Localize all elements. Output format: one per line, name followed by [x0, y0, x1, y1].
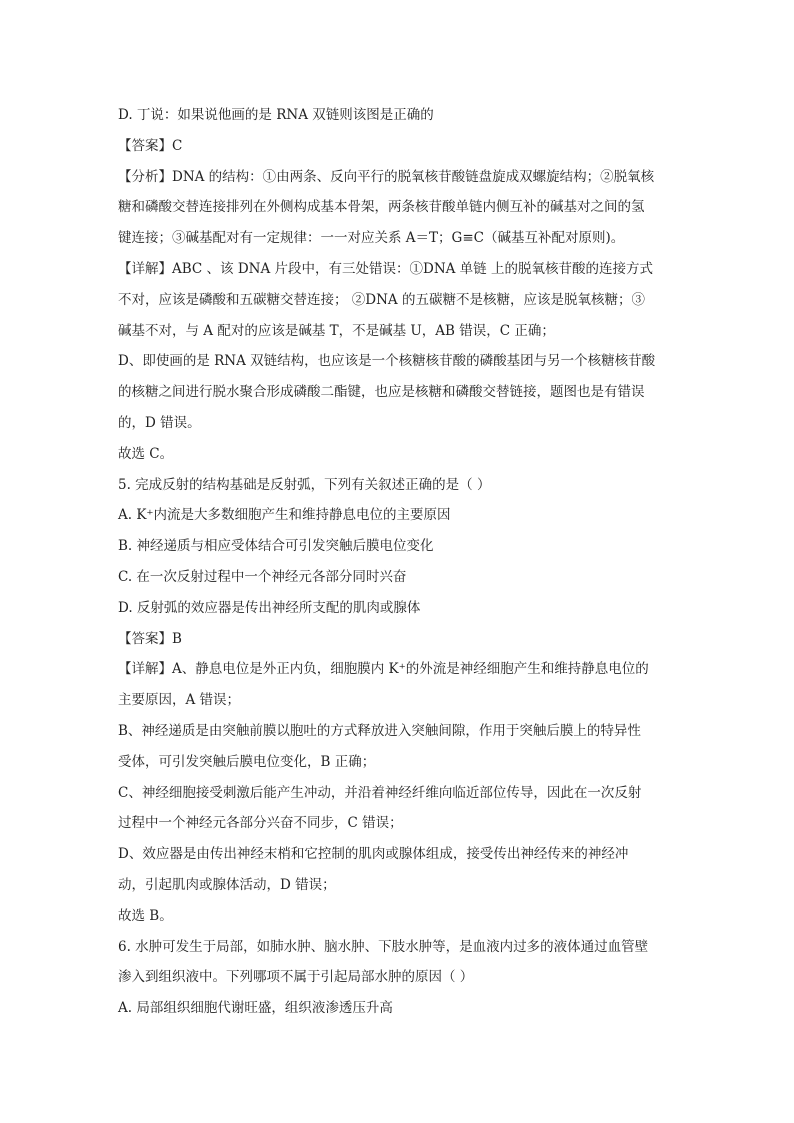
explanation-line: 主要原因，A 错误；: [118, 692, 241, 709]
explanation-line: 【详解】ABC 、该 DNA 片段中，有三处错误：①DNA 单链 上的脱氧核苷酸的连接方式: [118, 260, 653, 277]
explanation-line: D、效应器是由传出神经末梢和它控制的肌肉或腺体组成，接受传出神经传来的神经冲: [118, 846, 629, 863]
question-stem: 6. 水肿可发生于局部，如肺水肿、脑水肿、下肢水肿等，是血液内过多的液体通过血管壁: [118, 938, 649, 955]
answer-line: 【答案】B: [118, 630, 182, 647]
explanation-line: D、即使画的是 RNA 双链结构，也应该是一个核糖核苷酸的磷酸基团与另一个核糖核苷酸: [118, 353, 656, 370]
explanation-line: 过程中一个神经元各部分兴奋不同步，C 错误；: [118, 815, 403, 832]
answer-line: 【答案】C: [118, 137, 183, 154]
explanation-line: 动，引起肌肉或腺体活动，D 错误；: [118, 876, 336, 893]
option-d: D. 反射弧的效应器是传出神经所支配的肌肉或腺体: [118, 599, 421, 616]
conclusion-line: 故选 C。: [118, 445, 174, 462]
analysis-line: 糖和磷酸交替连接排列在外侧构成基本骨架，两条核苷酸单链内侧互补的碱基对之间的氢: [118, 199, 645, 216]
explanation-line: 的核糖之间进行脱水聚合形成磷酸二酯键，也应是核糖和磷酸交替链接，题图也是有错误: [118, 384, 645, 401]
conclusion-line: 故选 B。: [118, 907, 173, 924]
analysis-line: 【分析】DNA 的结构：①由两条、反向平行的脱氧核苷酸链盘旋成双螺旋结构；②脱氧核: [118, 168, 655, 185]
analysis-line: 键连接；③碱基配对有一定规律：一一对应关系 A＝T；G≡C（碱基互补配对原则)。: [118, 230, 625, 247]
option-d-line: D. 丁说：如果说他画的是 RNA 双链则该图是正确的: [118, 107, 434, 123]
explanation-line: C、神经细胞接受刺激后能产生冲动，并沿着神经纤维向临近部位传导，因此在一次反射: [118, 784, 642, 801]
option-b: B. 神经递质与相应受体结合可引发突触后膜电位变化: [118, 538, 434, 555]
explanation-line: 碱基不对，与 A 配对的应该是碱基 T，不是碱基 U，AB 错误，C 正确；: [118, 322, 555, 339]
explanation-line: 的，D 错误。: [118, 414, 201, 431]
explanation-line: 不对，应该是磷酸和五碳糖交替连接； ②DNA 的五碳糖不是核糖，应该是脱氧核糖；③: [118, 291, 645, 308]
option-a: A. K⁺内流是大多数细胞产生和维持静息电位的主要原因: [118, 507, 451, 524]
question-stem: 渗入到组织液中。下列哪项不属于引起局部水肿的原因（ ）: [118, 969, 474, 986]
option-c: C. 在一次反射过程中一个神经元各部分同时兴奋: [118, 568, 407, 585]
document-body: [118, 100, 678, 1024]
explanation-line: B、神经递质是由突触前膜以胞吐的方式释放进入突触间隙，作用于突触后膜上的特异性: [118, 722, 641, 739]
question-stem: 5. 完成反射的结构基础是反射弧，下列有关叙述正确的是（ ）: [118, 476, 491, 493]
option-a: A. 局部组织细胞代谢旺盛，组织液渗透压升高: [118, 1000, 393, 1017]
explanation-line: 受体，可引发突触后膜电位变化，B 正确；: [118, 753, 376, 770]
explanation-line: 【详解】A、静息电位是外正内负，细胞膜内 K⁺的外流是神经细胞产生和维持静息电位的: [118, 661, 649, 678]
